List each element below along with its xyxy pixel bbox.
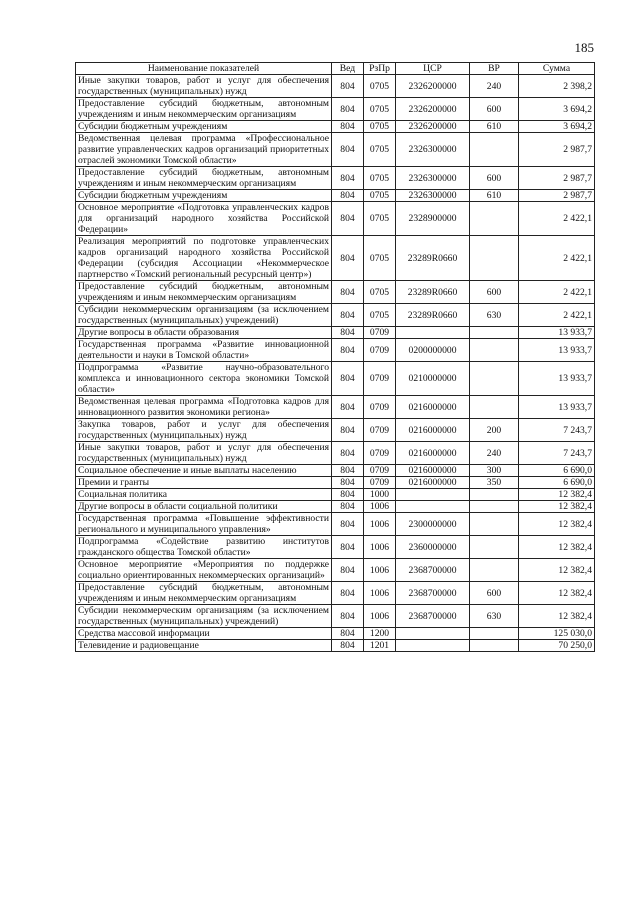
cell-name: Предоставление субсидий бюджетным, автономным учреждениям и иным некоммерческим организациям [76, 281, 332, 304]
header-name: Наименование показателей [76, 63, 332, 75]
cell-vr [470, 628, 519, 640]
table-row [76, 98, 595, 121]
cell-rzpr: 0705 [364, 304, 396, 327]
table-row [76, 202, 595, 236]
cell-csr: 2360000000 [396, 536, 470, 559]
page-number: 185 [574, 40, 594, 55]
cell-ved: 804 [332, 281, 364, 304]
cell-rzpr: 0709 [364, 419, 396, 442]
cell-vr: 240 [470, 75, 519, 98]
cell-csr [396, 489, 470, 501]
cell-sum: 2 422,1 [519, 202, 595, 236]
cell-name: Основное мероприятие «Мероприятия по поддержке социально ориентированных некоммерческих организаций» [76, 559, 332, 582]
cell-sum: 12 382,4 [519, 605, 595, 628]
cell-rzpr: 0709 [364, 339, 396, 362]
cell-name: Средства массовой информации [76, 628, 332, 640]
cell-csr: 0216000000 [396, 442, 470, 465]
cell-csr: 2326200000 [396, 75, 470, 98]
table-row [76, 339, 595, 362]
cell-sum: 125 030,0 [519, 628, 595, 640]
cell-csr [396, 327, 470, 339]
cell-rzpr: 1201 [364, 640, 396, 652]
cell-sum: 12 382,4 [519, 559, 595, 582]
cell-ved: 804 [332, 640, 364, 652]
cell-csr: 0216000000 [396, 465, 470, 477]
cell-sum: 6 690,0 [519, 477, 595, 489]
cell-name: Другие вопросы в области социальной политики [76, 501, 332, 513]
cell-csr: 2326200000 [396, 121, 470, 133]
cell-vr: 600 [470, 167, 519, 190]
cell-name: Закупка товаров, работ и услуг для обеспечения государственных (муниципальных) нужд [76, 419, 332, 442]
cell-csr: 2368700000 [396, 582, 470, 605]
cell-name: Предоставление субсидий бюджетным, автономным учреждениям и иным некоммерческим организациям [76, 98, 332, 121]
cell-rzpr: 0709 [364, 465, 396, 477]
cell-sum: 2 422,1 [519, 304, 595, 327]
cell-sum: 2 987,7 [519, 190, 595, 202]
cell-ved: 804 [332, 489, 364, 501]
cell-rzpr: 0705 [364, 167, 396, 190]
cell-name: Социальная политика [76, 489, 332, 501]
cell-name: Подпрограмма «Содействие развитию институтов гражданского общества Томской области» [76, 536, 332, 559]
cell-vr [470, 536, 519, 559]
cell-name: Другие вопросы в области образования [76, 327, 332, 339]
budget-table [75, 62, 595, 652]
cell-ved: 804 [332, 98, 364, 121]
cell-name: Реализация мероприятий по подготовке управленческих кадров организаций народного хозяйства Российской Федерации (субсидия Ассоциации «Некоммерческое партнерство «Томский региональный ресурсный центр») [76, 236, 332, 281]
cell-ved: 804 [332, 121, 364, 133]
cell-csr: 2326300000 [396, 167, 470, 190]
cell-ved: 804 [332, 202, 364, 236]
cell-csr: 2326200000 [396, 98, 470, 121]
cell-ved: 804 [332, 327, 364, 339]
cell-vr: 630 [470, 304, 519, 327]
cell-sum: 12 382,4 [519, 501, 595, 513]
cell-vr [470, 236, 519, 281]
table-row [76, 121, 595, 133]
table-row [76, 167, 595, 190]
cell-sum: 2 422,1 [519, 281, 595, 304]
cell-csr: 2326300000 [396, 133, 470, 167]
table-row [76, 419, 595, 442]
cell-name: Подпрограмма «Развитие научно-образовательного комплекса и инновационного сектора экономики Томской области» [76, 362, 332, 396]
cell-ved: 804 [332, 477, 364, 489]
cell-ved: 804 [332, 362, 364, 396]
cell-name: Основное мероприятие «Подготовка управленческих кадров для организаций народного хозяйства Российской Федерации» [76, 202, 332, 236]
cell-rzpr: 0709 [364, 442, 396, 465]
table-row [76, 501, 595, 513]
cell-sum: 2 987,7 [519, 133, 595, 167]
cell-csr: 23289R0660 [396, 236, 470, 281]
cell-vr: 300 [470, 465, 519, 477]
cell-sum: 6 690,0 [519, 465, 595, 477]
cell-vr [470, 339, 519, 362]
cell-name: Субсидии некоммерческим организациям (за исключением государственных (муниципальных) учреждений) [76, 304, 332, 327]
table-row [76, 442, 595, 465]
cell-vr: 600 [470, 281, 519, 304]
cell-sum: 13 933,7 [519, 339, 595, 362]
cell-rzpr: 0705 [364, 121, 396, 133]
cell-sum: 13 933,7 [519, 327, 595, 339]
cell-rzpr: 0709 [364, 327, 396, 339]
table-row [76, 477, 595, 489]
cell-ved: 804 [332, 419, 364, 442]
cell-name: Субсидии некоммерческим организациям (за исключением государственных (муниципальных) учреждений) [76, 605, 332, 628]
cell-rzpr: 0709 [364, 477, 396, 489]
cell-rzpr: 0705 [364, 190, 396, 202]
table-row [76, 489, 595, 501]
cell-csr: 2368700000 [396, 605, 470, 628]
cell-rzpr: 1006 [364, 559, 396, 582]
cell-rzpr: 1006 [364, 582, 396, 605]
cell-ved: 804 [332, 559, 364, 582]
cell-rzpr: 0709 [364, 396, 396, 419]
cell-sum: 2 987,7 [519, 167, 595, 190]
cell-ved: 804 [332, 605, 364, 628]
cell-name: Иные закупки товаров, работ и услуг для обеспечения государственных (муниципальных) нужд [76, 75, 332, 98]
table-row [76, 640, 595, 652]
table-row [76, 327, 595, 339]
table-row [76, 396, 595, 419]
cell-name: Иные закупки товаров, работ и услуг для обеспечения государственных (муниципальных) нужд [76, 442, 332, 465]
cell-vr: 200 [470, 419, 519, 442]
cell-name: Субсидии бюджетным учреждениям [76, 121, 332, 133]
cell-rzpr: 1200 [364, 628, 396, 640]
cell-ved: 804 [332, 133, 364, 167]
cell-ved: 804 [332, 536, 364, 559]
cell-csr: 2300000000 [396, 513, 470, 536]
cell-vr: 600 [470, 582, 519, 605]
cell-rzpr: 0705 [364, 281, 396, 304]
cell-vr: 350 [470, 477, 519, 489]
cell-vr [470, 362, 519, 396]
cell-vr [470, 489, 519, 501]
cell-csr [396, 640, 470, 652]
cell-sum: 7 243,7 [519, 442, 595, 465]
cell-csr: 2326300000 [396, 190, 470, 202]
cell-name: Предоставление субсидий бюджетным, автономным учреждениям и иным некоммерческим организациям [76, 167, 332, 190]
cell-ved: 804 [332, 167, 364, 190]
table-row [76, 559, 595, 582]
cell-rzpr: 0705 [364, 98, 396, 121]
cell-sum: 12 382,4 [519, 536, 595, 559]
table-row [76, 281, 595, 304]
header-csr: ЦСР [396, 63, 470, 75]
cell-vr [470, 202, 519, 236]
cell-vr [470, 133, 519, 167]
cell-csr: 0200000000 [396, 339, 470, 362]
cell-rzpr: 1006 [364, 513, 396, 536]
cell-rzpr: 1006 [364, 605, 396, 628]
cell-ved: 804 [332, 465, 364, 477]
table-row [76, 75, 595, 98]
table-body [76, 75, 595, 652]
header-rzpr: РзПр [364, 63, 396, 75]
cell-name: Социальное обеспечение и иные выплаты населению [76, 465, 332, 477]
cell-vr [470, 559, 519, 582]
cell-ved: 804 [332, 582, 364, 605]
cell-csr [396, 628, 470, 640]
cell-csr [396, 501, 470, 513]
header-ved: Вед [332, 63, 364, 75]
cell-sum: 3 694,2 [519, 98, 595, 121]
cell-rzpr: 1006 [364, 536, 396, 559]
cell-sum: 2 398,2 [519, 75, 595, 98]
cell-name: Премии и гранты [76, 477, 332, 489]
table-row [76, 582, 595, 605]
cell-rzpr: 0709 [364, 362, 396, 396]
cell-sum: 13 933,7 [519, 396, 595, 419]
table-row [76, 236, 595, 281]
cell-vr [470, 501, 519, 513]
cell-vr: 600 [470, 98, 519, 121]
header-sum: Сумма [519, 63, 595, 75]
cell-rzpr: 0705 [364, 75, 396, 98]
cell-ved: 804 [332, 339, 364, 362]
cell-name: Ведомственная целевая программа «Профессиональное развитие управленческих кадров организаций приоритетных отраслей экономики Томской области» [76, 133, 332, 167]
cell-vr [470, 327, 519, 339]
cell-sum: 12 382,4 [519, 582, 595, 605]
cell-vr: 610 [470, 190, 519, 202]
cell-csr: 2368700000 [396, 559, 470, 582]
cell-vr: 630 [470, 605, 519, 628]
header-vr: ВР [470, 63, 519, 75]
cell-name: Предоставление субсидий бюджетным, автономным учреждениям и иным некоммерческим организациям [76, 582, 332, 605]
cell-name: Ведомственная целевая программа «Подготовка кадров для инновационного развития экономики региона» [76, 396, 332, 419]
cell-ved: 804 [332, 236, 364, 281]
cell-vr: 610 [470, 121, 519, 133]
cell-vr [470, 396, 519, 419]
table-row [76, 362, 595, 396]
cell-name: Государственная программа «Развитие инновационной деятельности и науки в Томской области» [76, 339, 332, 362]
cell-csr: 0210000000 [396, 362, 470, 396]
cell-name: Государственная программа «Повышение эффективности регионального и муниципального управления» [76, 513, 332, 536]
cell-rzpr: 1000 [364, 489, 396, 501]
cell-sum: 13 933,7 [519, 362, 595, 396]
cell-csr: 0216000000 [396, 477, 470, 489]
cell-ved: 804 [332, 190, 364, 202]
cell-csr: 2328900000 [396, 202, 470, 236]
cell-rzpr: 0705 [364, 202, 396, 236]
cell-ved: 804 [332, 442, 364, 465]
table-row [76, 536, 595, 559]
cell-vr: 240 [470, 442, 519, 465]
cell-rzpr: 0705 [364, 236, 396, 281]
cell-ved: 804 [332, 513, 364, 536]
table-row [76, 628, 595, 640]
cell-rzpr: 1006 [364, 501, 396, 513]
cell-csr: 23289R0660 [396, 304, 470, 327]
table-row [76, 190, 595, 202]
table-row [76, 133, 595, 167]
cell-ved: 804 [332, 501, 364, 513]
cell-sum: 12 382,4 [519, 513, 595, 536]
cell-sum: 2 422,1 [519, 236, 595, 281]
cell-ved: 804 [332, 75, 364, 98]
table-row [76, 513, 595, 536]
cell-csr: 23289R0660 [396, 281, 470, 304]
table-header-row [76, 63, 595, 75]
cell-csr: 0216000000 [396, 396, 470, 419]
cell-vr [470, 513, 519, 536]
cell-ved: 804 [332, 304, 364, 327]
table-row [76, 605, 595, 628]
table-row [76, 304, 595, 327]
table-row [76, 465, 595, 477]
cell-sum: 7 243,7 [519, 419, 595, 442]
cell-rzpr: 0705 [364, 133, 396, 167]
cell-sum: 12 382,4 [519, 489, 595, 501]
cell-sum: 70 250,0 [519, 640, 595, 652]
cell-name: Субсидии бюджетным учреждениям [76, 190, 332, 202]
cell-vr [470, 640, 519, 652]
cell-ved: 804 [332, 396, 364, 419]
cell-csr: 0216000000 [396, 419, 470, 442]
cell-ved: 804 [332, 628, 364, 640]
cell-name: Телевидение и радиовещание [76, 640, 332, 652]
cell-sum: 3 694,2 [519, 121, 595, 133]
